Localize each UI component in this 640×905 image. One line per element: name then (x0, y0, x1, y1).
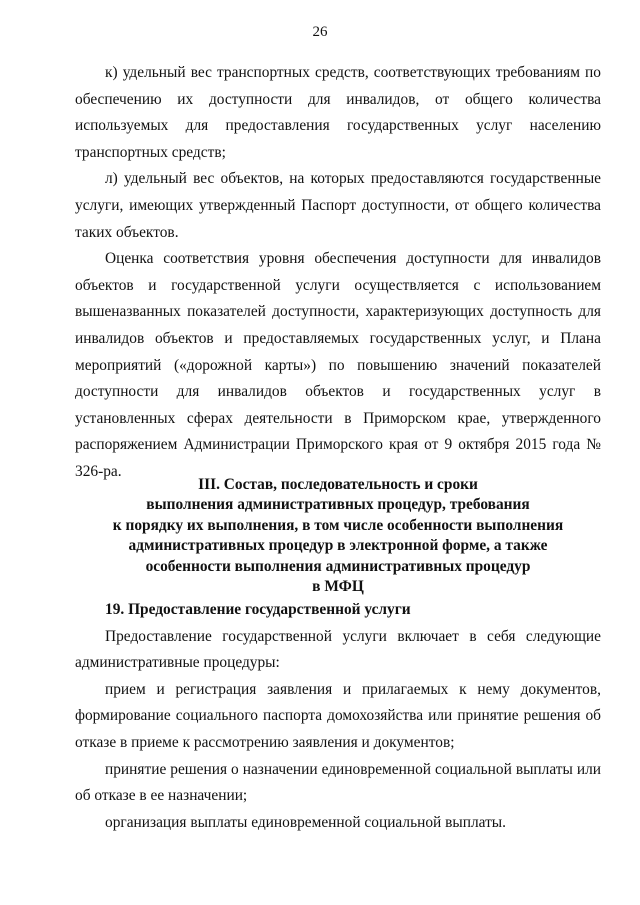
section-heading-line: административных процедур в электронной форме, а также (128, 537, 548, 555)
body-text-top (75, 60, 601, 486)
section-heading-line: особенности выполнения административных процедур (145, 557, 531, 575)
paragraph-k: к) удельный вес транспортных средств, соответствующих требованиям по обеспечению их доступности для инвалидов, от общего количества используемых для предоставления государственных услуг населению транспортных средств; (75, 64, 601, 161)
subsection-heading: 19. Предоставление государственной услуги (105, 601, 411, 618)
section-heading-line: к порядку их выполнения, в том числе особенности выполнения (112, 516, 564, 534)
body-text-bottom (75, 597, 601, 836)
paragraph-assessment: Оценка соответствия уровня обеспечения доступности для инвалидов объектов и государственной услуги осуществляется с использованием вышеназванных показателей доступности, характеризующих доступность для инвалидов объектов и предоставляемых государственных услуг, и Плана мероприятий («дорожной карты») по повышению значений показателей доступности для инвалидов объектов и государственных услуг в установленных сферах деятельности в Приморском крае, утвержденного распоряжением Администрации Приморского края от 9 октября 2015 года № 326-ра. (75, 250, 601, 480)
section-heading-line: в МФЦ (312, 578, 364, 596)
paragraph-procedure-3: организация выплаты единовременной социальной выплаты. (105, 813, 506, 831)
page-number: 26 (312, 24, 328, 40)
paragraph-l: л) удельный вес объектов, на которых предоставляются государственные услуги, имеющих утвержденный Паспорт доступности, от общего количества таких объектов. (75, 170, 601, 241)
paragraph-procedures-intro: Предоставление государственной услуги включает в себя следующие административные процедуры: (75, 627, 601, 672)
paragraph-procedure-2: принятие решения о назначении единовременной социальной выплаты или об отказе в ее назначении; (75, 760, 601, 805)
paragraph-procedure-1: прием и регистрация заявления и прилагаемых к нему документов, формирование социального паспорта домохозяйства или принятие решения об отказе в приеме к рассмотрению заявления и документов; (75, 680, 601, 751)
section-heading-line: выполнения административных процедур, требования (146, 496, 530, 514)
section-heading-line: III. Состав, последовательность и сроки (198, 476, 478, 493)
section-heading (75, 475, 601, 597)
